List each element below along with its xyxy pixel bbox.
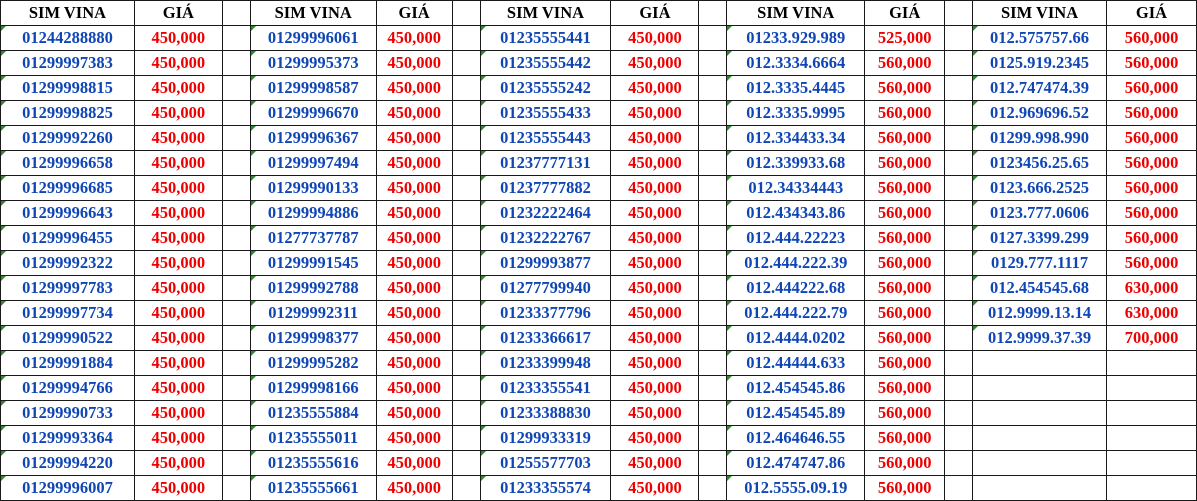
- price-cell: 450,000: [611, 201, 699, 226]
- spacer-cell: [945, 176, 973, 201]
- sim-number-cell: 01299992311: [250, 301, 376, 326]
- price-cell: 560,000: [865, 101, 945, 126]
- table-row: [1, 451, 1197, 476]
- spacer-cell: [945, 26, 973, 51]
- price-cell: 560,000: [865, 301, 945, 326]
- price-cell: 560,000: [865, 276, 945, 301]
- spacer-cell: [452, 426, 480, 451]
- price-cell: 450,000: [611, 126, 699, 151]
- spacer-cell: [452, 151, 480, 176]
- price-cell: 630,000: [1107, 276, 1197, 301]
- price-cell: 450,000: [611, 76, 699, 101]
- sim-number-cell: 012.575757.66: [973, 26, 1107, 51]
- price-cell: 450,000: [611, 276, 699, 301]
- price-cell: 450,000: [134, 101, 222, 126]
- price-cell: 450,000: [134, 426, 222, 451]
- sim-number-cell: 01233.929.989: [727, 26, 865, 51]
- price-cell: 450,000: [134, 301, 222, 326]
- spacer-column: [452, 1, 480, 26]
- sim-number-cell: 012.3335.4445: [727, 76, 865, 101]
- price-cell: 450,000: [134, 376, 222, 401]
- spacer-cell: [945, 251, 973, 276]
- price-cell: 560,000: [865, 51, 945, 76]
- price-cell: 450,000: [134, 151, 222, 176]
- sim-number-cell: 01299996658: [1, 151, 135, 176]
- spacer-cell: [945, 201, 973, 226]
- spacer-cell: [945, 101, 973, 126]
- sim-number-cell: [973, 451, 1107, 476]
- price-cell: 450,000: [376, 26, 452, 51]
- spacer-cell: [945, 51, 973, 76]
- sim-number-cell: 01299992322: [1, 251, 135, 276]
- table-row: [1, 76, 1197, 101]
- price-cell: 450,000: [376, 76, 452, 101]
- spacer-cell: [452, 201, 480, 226]
- table-row: [1, 126, 1197, 151]
- price-cell: 450,000: [376, 476, 452, 501]
- sim-number-cell: 01299997494: [250, 151, 376, 176]
- price-cell: 450,000: [134, 276, 222, 301]
- spacer-cell: [699, 101, 727, 126]
- spacer-cell: [222, 426, 250, 451]
- price-cell: 450,000: [376, 376, 452, 401]
- table-row: [1, 426, 1197, 451]
- table-row: [1, 376, 1197, 401]
- sim-number-cell: 01299993364: [1, 426, 135, 451]
- price-cell: 450,000: [376, 226, 452, 251]
- sim-number-cell: 01299996007: [1, 476, 135, 501]
- spacer-cell: [452, 51, 480, 76]
- price-cell: 450,000: [376, 426, 452, 451]
- spacer-cell: [222, 451, 250, 476]
- spacer-cell: [452, 451, 480, 476]
- price-cell: 560,000: [1107, 51, 1197, 76]
- sim-number-cell: 01233366617: [480, 326, 611, 351]
- spacer-cell: [452, 326, 480, 351]
- spacer-cell: [945, 451, 973, 476]
- price-cell: 450,000: [134, 451, 222, 476]
- price-cell: 450,000: [611, 376, 699, 401]
- price-cell: 525,000: [865, 26, 945, 51]
- sim-number-cell: 01299997783: [1, 276, 135, 301]
- spacer-cell: [699, 251, 727, 276]
- spacer-cell: [452, 351, 480, 376]
- sim-number-cell: 012.444.222.79: [727, 301, 865, 326]
- sim-number-cell: 012.454545.86: [727, 376, 865, 401]
- sim-number-cell: 01299.998.990: [973, 126, 1107, 151]
- sim-number-cell: 01299994766: [1, 376, 135, 401]
- price-cell: 450,000: [134, 201, 222, 226]
- spacer-cell: [222, 151, 250, 176]
- spacer-cell: [945, 126, 973, 151]
- price-cell: 450,000: [376, 251, 452, 276]
- spacer-cell: [222, 226, 250, 251]
- sim-number-cell: 012.34334443: [727, 176, 865, 201]
- price-cell: [1107, 351, 1197, 376]
- sim-number-cell: 01299992260: [1, 126, 135, 151]
- spacer-cell: [945, 76, 973, 101]
- spacer-cell: [452, 101, 480, 126]
- spacer-cell: [699, 176, 727, 201]
- sim-number-cell: 01299998815: [1, 76, 135, 101]
- price-cell: 450,000: [611, 101, 699, 126]
- price-cell: 560,000: [865, 126, 945, 151]
- sim-column-header: SIM VINA: [1, 1, 135, 26]
- price-cell: 560,000: [865, 401, 945, 426]
- price-cell: 450,000: [376, 176, 452, 201]
- sim-number-cell: 012.44444.633: [727, 351, 865, 376]
- table-row: [1, 176, 1197, 201]
- spacer-cell: [945, 151, 973, 176]
- spacer-cell: [945, 351, 973, 376]
- sim-number-cell: 01299990522: [1, 326, 135, 351]
- spacer-cell: [699, 426, 727, 451]
- sim-number-cell: 01237777882: [480, 176, 611, 201]
- spacer-column: [945, 1, 973, 26]
- spacer-cell: [699, 276, 727, 301]
- spacer-cell: [452, 126, 480, 151]
- sim-number-cell: 012.3335.9995: [727, 101, 865, 126]
- price-cell: 560,000: [865, 451, 945, 476]
- spacer-cell: [452, 251, 480, 276]
- sim-column-header: SIM VINA: [250, 1, 376, 26]
- table-row: [1, 51, 1197, 76]
- sim-number-cell: 012.3334.6664: [727, 51, 865, 76]
- price-cell: 560,000: [1107, 126, 1197, 151]
- sim-column-header: SIM VINA: [480, 1, 611, 26]
- sim-number-cell: 01299996061: [250, 26, 376, 51]
- sim-number-cell: 01299997383: [1, 51, 135, 76]
- spacer-cell: [699, 351, 727, 376]
- price-cell: 560,000: [865, 351, 945, 376]
- price-cell: 450,000: [376, 126, 452, 151]
- spacer-cell: [222, 276, 250, 301]
- sim-number-cell: 01235555242: [480, 76, 611, 101]
- price-cell: 450,000: [611, 351, 699, 376]
- sim-number-cell: 01299998166: [250, 376, 376, 401]
- sim-number-cell: 012.454545.68: [973, 276, 1107, 301]
- sim-number-cell: 0129.777.1117: [973, 251, 1107, 276]
- sim-number-cell: 01299996685: [1, 176, 135, 201]
- spacer-cell: [452, 26, 480, 51]
- price-cell: 450,000: [134, 351, 222, 376]
- spacer-cell: [945, 226, 973, 251]
- sim-number-cell: 0125.919.2345: [973, 51, 1107, 76]
- table-row: [1, 326, 1197, 351]
- table-row: [1, 26, 1197, 51]
- spacer-cell: [945, 301, 973, 326]
- sim-number-cell: 01299998587: [250, 76, 376, 101]
- sim-number-cell: [973, 351, 1107, 376]
- price-cell: 450,000: [134, 176, 222, 201]
- price-cell: 560,000: [865, 226, 945, 251]
- spacer-cell: [452, 301, 480, 326]
- sim-number-cell: 01299992788: [250, 276, 376, 301]
- sim-number-cell: 01299995282: [250, 351, 376, 376]
- sim-number-cell: 012.747474.39: [973, 76, 1107, 101]
- spacer-cell: [222, 201, 250, 226]
- sim-number-cell: 01235555884: [250, 401, 376, 426]
- price-cell: [1107, 451, 1197, 476]
- price-cell: 450,000: [134, 326, 222, 351]
- sim-column-header: SIM VINA: [973, 1, 1107, 26]
- sim-number-cell: 01299995373: [250, 51, 376, 76]
- table-row: [1, 151, 1197, 176]
- spacer-cell: [945, 326, 973, 351]
- table-row: [1, 226, 1197, 251]
- sim-number-cell: 012.9999.13.14: [973, 301, 1107, 326]
- price-column-header: GIÁ: [1107, 1, 1197, 26]
- spacer-cell: [222, 51, 250, 76]
- price-cell: 450,000: [376, 326, 452, 351]
- sim-number-cell: 012.334433.34: [727, 126, 865, 151]
- price-cell: 560,000: [1107, 101, 1197, 126]
- sim-number-cell: 012.474747.86: [727, 451, 865, 476]
- sim-number-cell: 01237777131: [480, 151, 611, 176]
- sim-number-cell: 01255577703: [480, 451, 611, 476]
- price-cell: 450,000: [376, 401, 452, 426]
- price-cell: 450,000: [134, 401, 222, 426]
- sim-number-cell: 01235555433: [480, 101, 611, 126]
- header-row: [1, 1, 1197, 26]
- sim-number-cell: 012.434343.86: [727, 201, 865, 226]
- sim-number-cell: 012.9999.37.39: [973, 326, 1107, 351]
- price-cell: 700,000: [1107, 326, 1197, 351]
- price-cell: 450,000: [611, 476, 699, 501]
- spacer-cell: [222, 376, 250, 401]
- sim-number-cell: 0123.777.0606: [973, 201, 1107, 226]
- sim-number-cell: 012.454545.89: [727, 401, 865, 426]
- sim-number-cell: 01299994886: [250, 201, 376, 226]
- sim-number-cell: 01235555442: [480, 51, 611, 76]
- spacer-cell: [699, 226, 727, 251]
- price-cell: 450,000: [376, 301, 452, 326]
- price-cell: 450,000: [376, 451, 452, 476]
- spacer-cell: [699, 301, 727, 326]
- sim-number-cell: 01299933319: [480, 426, 611, 451]
- sim-number-cell: 01244288880: [1, 26, 135, 51]
- spacer-cell: [699, 401, 727, 426]
- spacer-cell: [699, 76, 727, 101]
- sim-number-cell: 012.969696.52: [973, 101, 1107, 126]
- sim-number-cell: 012.444.22223: [727, 226, 865, 251]
- table-row: [1, 251, 1197, 276]
- price-cell: [1107, 401, 1197, 426]
- sim-number-cell: 01299996367: [250, 126, 376, 151]
- spacer-column: [699, 1, 727, 26]
- price-column-header: GIÁ: [376, 1, 452, 26]
- sim-number-cell: 01299997734: [1, 301, 135, 326]
- price-cell: 450,000: [611, 226, 699, 251]
- price-cell: 560,000: [865, 326, 945, 351]
- sim-number-cell: 01299996670: [250, 101, 376, 126]
- price-cell: 450,000: [376, 276, 452, 301]
- price-cell: 560,000: [1107, 176, 1197, 201]
- price-cell: 450,000: [134, 476, 222, 501]
- sim-number-cell: 01299998825: [1, 101, 135, 126]
- spacer-cell: [699, 326, 727, 351]
- sim-number-cell: [973, 376, 1107, 401]
- price-cell: 560,000: [1107, 226, 1197, 251]
- spacer-cell: [452, 376, 480, 401]
- table-row: [1, 201, 1197, 226]
- spacer-cell: [222, 76, 250, 101]
- spacer-cell: [452, 276, 480, 301]
- price-column-header: GIÁ: [865, 1, 945, 26]
- sim-number-cell: 012.4444.0202: [727, 326, 865, 351]
- sim-number-cell: 0123456.25.65: [973, 151, 1107, 176]
- price-cell: 560,000: [1107, 201, 1197, 226]
- price-cell: 450,000: [611, 151, 699, 176]
- spacer-cell: [222, 326, 250, 351]
- spacer-cell: [699, 51, 727, 76]
- sim-number-cell: 012.444.222.39: [727, 251, 865, 276]
- price-column-header: GIÁ: [134, 1, 222, 26]
- price-cell: 450,000: [134, 126, 222, 151]
- sim-number-cell: 01233355541: [480, 376, 611, 401]
- price-cell: 450,000: [611, 176, 699, 201]
- sim-number-cell: 012.5555.09.19: [727, 476, 865, 501]
- price-cell: 560,000: [1107, 151, 1197, 176]
- spacer-cell: [945, 276, 973, 301]
- price-cell: 450,000: [611, 251, 699, 276]
- sim-number-cell: 01235555616: [250, 451, 376, 476]
- price-cell: 450,000: [134, 251, 222, 276]
- sim-number-cell: 01235555011: [250, 426, 376, 451]
- sim-number-cell: 01277737787: [250, 226, 376, 251]
- spacer-cell: [699, 26, 727, 51]
- sim-number-cell: 01299991545: [250, 251, 376, 276]
- sim-number-cell: 01299998377: [250, 326, 376, 351]
- spacer-cell: [222, 301, 250, 326]
- sim-number-cell: 012.444222.68: [727, 276, 865, 301]
- spacer-column: [222, 1, 250, 26]
- price-cell: 560,000: [1107, 26, 1197, 51]
- price-cell: 450,000: [376, 101, 452, 126]
- sim-number-cell: 01232222464: [480, 201, 611, 226]
- price-cell: 560,000: [865, 201, 945, 226]
- spacer-cell: [222, 176, 250, 201]
- sim-number-cell: 0123.666.2525: [973, 176, 1107, 201]
- spacer-cell: [699, 451, 727, 476]
- spacer-cell: [222, 401, 250, 426]
- sim-number-cell: 01299994220: [1, 451, 135, 476]
- spacer-cell: [222, 26, 250, 51]
- price-cell: 450,000: [134, 51, 222, 76]
- price-cell: 450,000: [134, 26, 222, 51]
- sim-number-cell: 01299996643: [1, 201, 135, 226]
- spacer-cell: [452, 401, 480, 426]
- sim-number-cell: 01233399948: [480, 351, 611, 376]
- sim-number-cell: 01299990733: [1, 401, 135, 426]
- price-cell: 560,000: [865, 76, 945, 101]
- spacer-cell: [222, 351, 250, 376]
- price-column-header: GIÁ: [611, 1, 699, 26]
- price-cell: 450,000: [611, 426, 699, 451]
- spacer-cell: [945, 376, 973, 401]
- table-row: [1, 276, 1197, 301]
- sim-number-cell: 012.339933.68: [727, 151, 865, 176]
- price-cell: 560,000: [865, 376, 945, 401]
- table-row: [1, 401, 1197, 426]
- spacer-cell: [222, 251, 250, 276]
- spacer-cell: [452, 226, 480, 251]
- price-cell: 450,000: [611, 301, 699, 326]
- sim-column-header: SIM VINA: [727, 1, 865, 26]
- price-cell: 560,000: [865, 426, 945, 451]
- table-row: [1, 351, 1197, 376]
- price-cell: 450,000: [134, 226, 222, 251]
- spacer-cell: [699, 376, 727, 401]
- spacer-cell: [222, 101, 250, 126]
- sim-number-cell: 01233377796: [480, 301, 611, 326]
- sim-number-cell: 012.464646.55: [727, 426, 865, 451]
- spacer-cell: [699, 151, 727, 176]
- price-cell: 560,000: [865, 476, 945, 501]
- price-cell: 450,000: [611, 451, 699, 476]
- price-cell: 450,000: [376, 201, 452, 226]
- price-cell: 450,000: [134, 76, 222, 101]
- price-cell: 630,000: [1107, 301, 1197, 326]
- spacer-cell: [452, 76, 480, 101]
- sim-number-cell: [973, 426, 1107, 451]
- spacer-cell: [222, 126, 250, 151]
- sim-number-cell: 0127.3399.299: [973, 226, 1107, 251]
- price-cell: 560,000: [1107, 251, 1197, 276]
- spacer-cell: [699, 126, 727, 151]
- spacer-cell: [452, 176, 480, 201]
- sim-number-cell: 01299990133: [250, 176, 376, 201]
- table-row: [1, 101, 1197, 126]
- sim-number-cell: 01235555443: [480, 126, 611, 151]
- sim-number-cell: 01277799940: [480, 276, 611, 301]
- spacer-cell: [699, 201, 727, 226]
- price-cell: 450,000: [376, 151, 452, 176]
- sim-number-cell: 01235555441: [480, 26, 611, 51]
- spacer-cell: [945, 401, 973, 426]
- sim-number-cell: 01233388830: [480, 401, 611, 426]
- price-cell: 450,000: [376, 51, 452, 76]
- price-cell: 560,000: [865, 176, 945, 201]
- sim-number-cell: [973, 401, 1107, 426]
- price-cell: 450,000: [611, 51, 699, 76]
- spacer-cell: [945, 426, 973, 451]
- price-cell: 450,000: [611, 326, 699, 351]
- price-cell: [1107, 376, 1197, 401]
- price-cell: 450,000: [611, 26, 699, 51]
- sim-number-cell: 01233355574: [480, 476, 611, 501]
- price-cell: 450,000: [376, 351, 452, 376]
- price-cell: 560,000: [865, 251, 945, 276]
- sim-number-cell: 01299996455: [1, 226, 135, 251]
- sim-number-cell: 01299991884: [1, 351, 135, 376]
- table-row: [1, 301, 1197, 326]
- sim-number-cell: 01232222767: [480, 226, 611, 251]
- price-cell: 560,000: [865, 151, 945, 176]
- sim-number-cell: 01235555661: [250, 476, 376, 501]
- sim-number-cell: 01299993877: [480, 251, 611, 276]
- price-cell: [1107, 426, 1197, 451]
- price-cell: 450,000: [611, 401, 699, 426]
- price-cell: 560,000: [1107, 76, 1197, 101]
